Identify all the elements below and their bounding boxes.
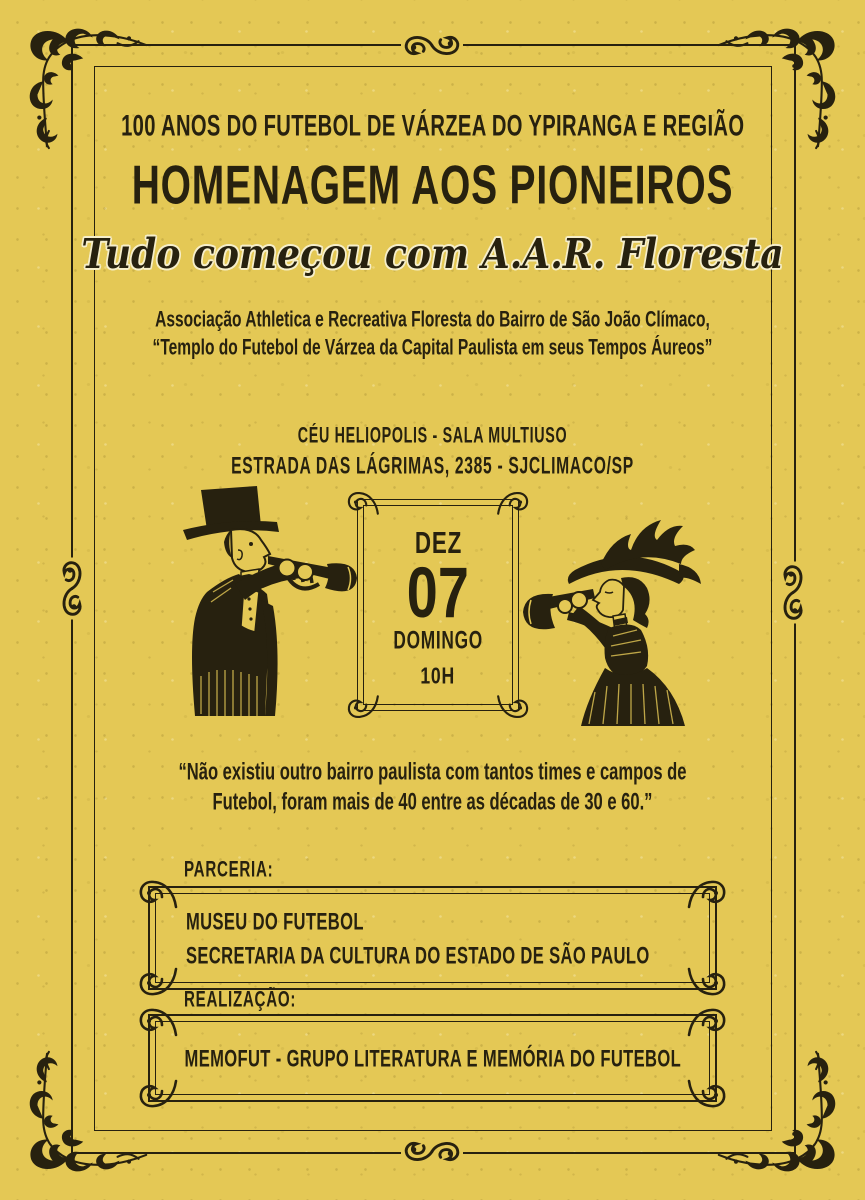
- corner-curl-icon: [138, 877, 178, 911]
- corner-curl-icon: [346, 489, 380, 517]
- scroll-divider-icon: [401, 33, 463, 58]
- partner-secretaria-cultura: SECRETARIA DA CULTURA DO ESTADO DE SÃO PAULO: [186, 940, 650, 969]
- corner-curl-icon: [346, 693, 380, 721]
- realization-label: REALIZAÇÃO:: [184, 987, 297, 1012]
- quote-line-1: “Não existiu outro bairro paulista com tantos times e campos de: [178, 757, 687, 785]
- event-day: 07: [406, 552, 470, 633]
- partnership-box: [148, 886, 717, 990]
- venue-address: ESTRADA DAS LÁGRIMAS, 2385 - SJCLIMACO/SP: [231, 451, 634, 479]
- scroll-divider-icon: [781, 562, 806, 624]
- corner-curl-icon: [138, 1077, 178, 1111]
- poster-topline: 100 ANOS DO FUTEBOL DE VÁRZEA DO YPIRANGA E REGIÃO: [121, 109, 745, 142]
- partner-museu-do-futebol: MUSEU DO FUTEBOL: [186, 906, 364, 935]
- corner-curl-icon: [138, 1005, 178, 1039]
- corner-curl-icon: [496, 489, 530, 517]
- corner-flourish-icon: [715, 1050, 839, 1174]
- partnership-label: PARCERIA:: [184, 857, 274, 882]
- corner-curl-icon: [687, 965, 727, 999]
- event-weekday: DOMINGO: [393, 626, 483, 655]
- realization-memofut: MEMOFUT - GRUPO LITERATURA E MEMÓRIA DO FUTEBOL: [184, 1043, 681, 1072]
- quote-line-2: Futebol, foram mais de 40 entre as décadas de 30 e 60.”: [212, 787, 653, 815]
- realization-box: [148, 1014, 717, 1102]
- corner-flourish-icon: [26, 1050, 150, 1174]
- corner-curl-icon: [687, 1077, 727, 1111]
- corner-curl-icon: [687, 1005, 727, 1039]
- poster-title: HOMENAGEM AOS PIONEIROS: [131, 154, 734, 216]
- date-box: [357, 499, 519, 711]
- corner-curl-icon: [687, 877, 727, 911]
- scroll-divider-icon: [401, 1139, 463, 1164]
- woman-trumpeter-illustration: [520, 486, 742, 726]
- association-line-2: “Templo do Futebol de Várzea da Capital Paulista em seus Tempos Áureos”: [152, 335, 713, 360]
- venue-line-1: CÉU HELIOPOLIS - SALA MULTIUSO: [297, 423, 568, 448]
- association-line-1: Associação Athletica e Recreativa Floresta do Bairro de São João Clímaco,: [155, 307, 710, 332]
- corner-curl-icon: [138, 965, 178, 999]
- poster-subtitle: Tudo começou com A.A.R. Floresta: [81, 230, 784, 278]
- scroll-divider-icon: [60, 558, 85, 620]
- corner-curl-icon: [496, 693, 530, 721]
- event-time: 10H: [420, 662, 456, 689]
- man-trumpeter-illustration: [140, 480, 362, 720]
- event-month: DEZ: [414, 525, 462, 560]
